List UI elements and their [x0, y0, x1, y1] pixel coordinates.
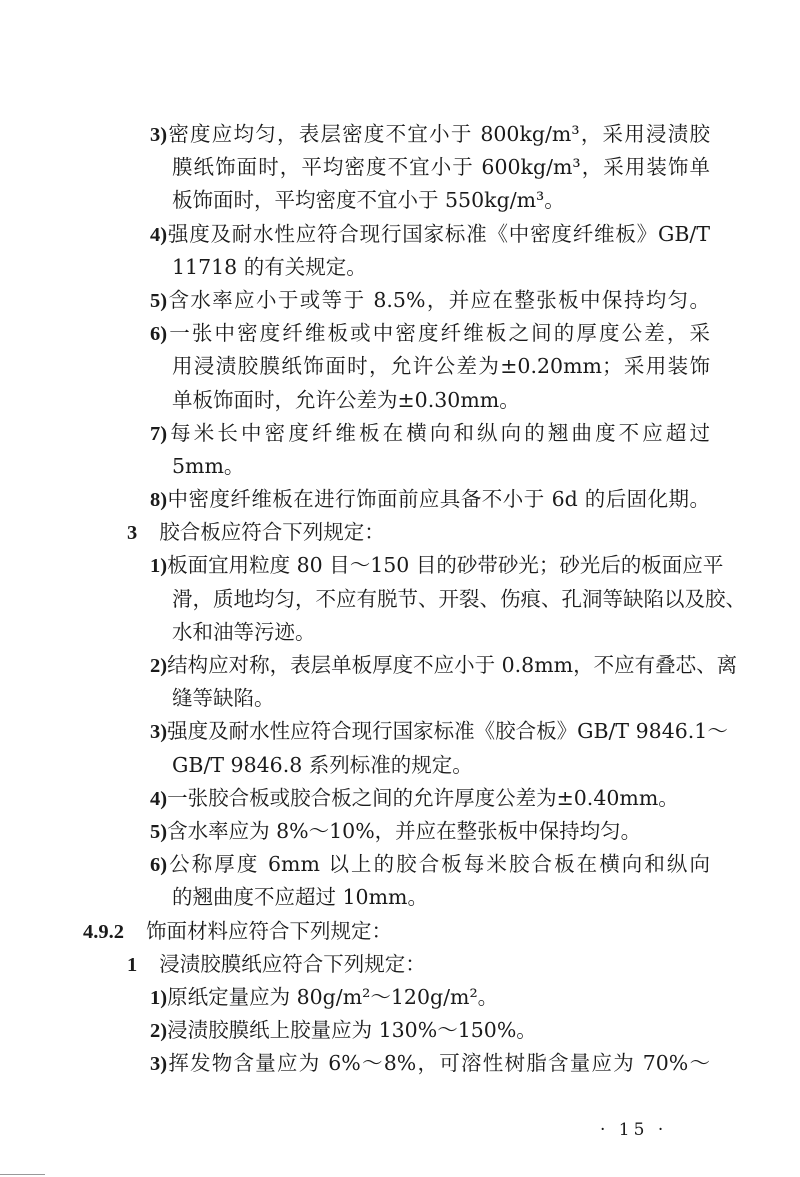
item-text: 挥发物含量应为 6%～8%，可溶性树脂含量应为 70%～ [167, 1051, 710, 1076]
item-line [172, 749, 710, 782]
clause-text: 胶合板应符合下列规定： [159, 520, 385, 545]
item-number: 3) [150, 721, 168, 744]
item-line [150, 417, 710, 450]
item-text: 结构应对称，表层单板厚度不应小于 0.8mm，不应有叠芯、离 [167, 653, 738, 677]
item-text: 公称厚度 6mm 以上的胶合板每米胶合板在横向和纵向 [167, 852, 710, 877]
item-line [172, 583, 746, 616]
item-text: 浸渍胶膜纸上胶量应为 130%～150%。 [167, 1018, 537, 1043]
item-text: 强度及耐水性应符合现行国家标准《中密度纤维板》GB/T [167, 221, 710, 246]
item-line [172, 616, 710, 649]
item-line [150, 284, 710, 317]
page-number: · 15 · [600, 1120, 668, 1140]
item-line [150, 649, 738, 682]
item-line [150, 1047, 710, 1080]
item-line [150, 782, 710, 815]
section-text: 饰面材料应符合下列规定： [146, 918, 392, 943]
item-number: 1) [150, 555, 168, 578]
item-number: 6) [150, 854, 168, 877]
item-text: 一张中密度纤维板或中密度纤维板之间的厚度公差，采 [167, 321, 710, 346]
item-number: 4) [150, 787, 168, 810]
item-line [150, 848, 710, 881]
item-line [150, 1014, 710, 1047]
item-line [150, 317, 710, 350]
item-number: 8) [150, 489, 168, 512]
item-line [172, 184, 710, 217]
item-number: 3) [150, 1053, 168, 1076]
item-number: 4) [150, 223, 168, 246]
item-line [150, 483, 710, 516]
item-text: 每米长中密度纤维板在横向和纵向的翘曲度不应超过 [167, 420, 710, 445]
item-text: 滑，质地均匀，不应有脱节、开裂、伤痕、孔洞等缺陷以及胶、 [172, 586, 746, 611]
section-heading [83, 915, 800, 948]
item-line [150, 118, 710, 151]
item-text: 用浸渍胶膜纸饰面时，允许公差为±0.20mm；采用装饰 [172, 354, 710, 379]
item-line [172, 881, 710, 914]
item-line [150, 815, 710, 848]
clause-heading [127, 516, 800, 549]
item-text: 板面宜用粒度 80 目～150 目的砂带砂光；砂光后的板面应平 [167, 553, 724, 578]
item-number: 1) [150, 986, 168, 1009]
clause-number: 1 [127, 953, 138, 976]
item-number: 2) [150, 1020, 168, 1043]
item-line [172, 151, 710, 184]
item-text: 板饰面时，平均密度不宜小于 550kg/m³。 [172, 188, 565, 213]
item-line [150, 715, 728, 748]
item-line [150, 218, 710, 251]
item-text: 一张胶合板或胶合板之间的允许厚度公差为±0.40mm。 [167, 785, 679, 810]
item-number: 3) [150, 124, 168, 146]
section-number: 4.9.2 [83, 920, 124, 943]
item-text: 含水率应小于或等于 8.5%，并应在整张板中保持均匀。 [167, 287, 710, 312]
item-text: 缝等缺陷。 [172, 686, 275, 711]
item-text: 膜纸饰面时，平均密度不宜小于 600kg/m³，采用装饰单 [172, 155, 710, 180]
item-text: GB/T 9846.8 系列标准的规定。 [172, 752, 473, 777]
item-text: 5mm。 [172, 453, 245, 478]
item-text: 11718 的有关规定。 [172, 254, 367, 279]
item-number: 5) [150, 820, 168, 843]
item-text: 水和油等污迹。 [172, 619, 316, 644]
item-line [150, 549, 724, 582]
document-body [0, 118, 800, 1080]
item-text: 含水率应为 8%～10%，并应在整张板中保持均匀。 [167, 818, 642, 843]
item-number: 6) [150, 323, 168, 346]
clause-text: 浸渍胶膜纸应符合下列规定： [159, 951, 426, 976]
clause-number: 3 [127, 522, 138, 545]
item-line [172, 384, 710, 417]
item-text: 的翘曲度不应超过 10mm。 [172, 885, 428, 910]
item-line [172, 251, 710, 284]
edge-rule [0, 1174, 45, 1175]
item-line [172, 682, 710, 715]
item-line [172, 450, 710, 483]
item-line [150, 981, 710, 1014]
clause-heading [127, 948, 800, 981]
item-text: 原纸定量应为 80g/m²～120g/m²。 [167, 984, 499, 1009]
item-number: 2) [150, 655, 168, 677]
item-number: 5) [150, 289, 168, 312]
item-text: 密度应均匀，表层密度不宜小于 800kg/m³，采用浸渍胶 [167, 122, 710, 146]
item-number: 7) [150, 422, 168, 445]
item-text: 强度及耐水性应符合现行国家标准《胶合板》GB/T 9846.1～ [167, 719, 728, 744]
item-text: 中密度纤维板在进行饰面前应具备不小于 6d 的后固化期。 [167, 487, 710, 512]
item-line [172, 350, 710, 383]
item-text: 单板饰面时，允许公差为±0.30mm。 [172, 387, 520, 412]
